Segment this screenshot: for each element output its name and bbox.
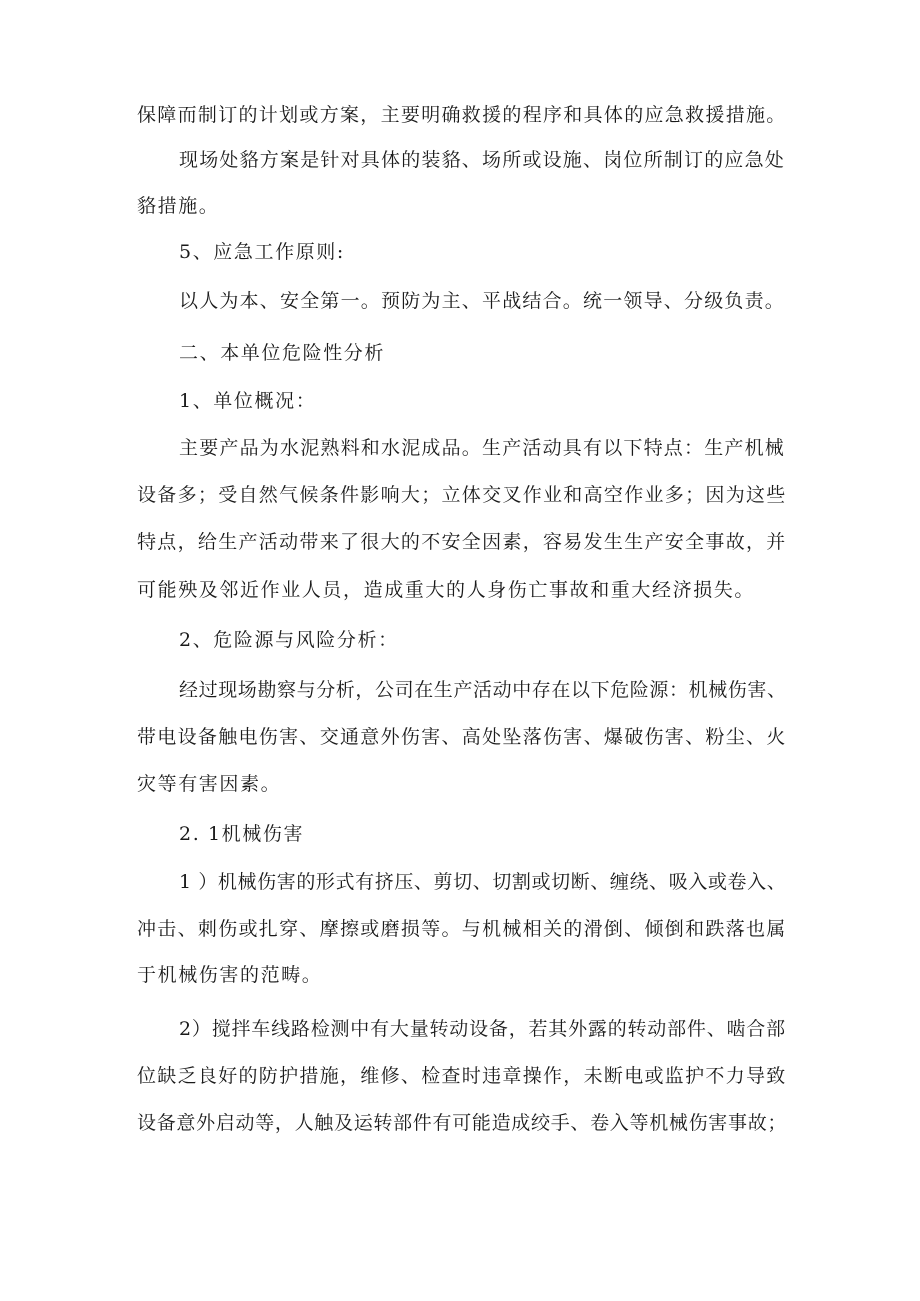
text-line-2: 现场处貉方案是针对具体的装貉、场所或设施、岗位所制订的应急处 bbox=[179, 149, 786, 171]
text-line-14: 带电设备触电伤害、交通意外伤害、高处坠落伤害、爆破伤害、粉尘、火 bbox=[137, 726, 787, 748]
text-line-16: 2. 1机械伤害 bbox=[179, 823, 305, 845]
text-line-7: 1、单位概况： bbox=[179, 390, 317, 412]
text-line-3: 貉措施。 bbox=[137, 195, 220, 217]
text-line-4: 5、应急工作原则: bbox=[179, 241, 345, 263]
text-line-1: 保障而制订的计划或方案，主要明确救援的程序和具体的应急救援措施。 bbox=[137, 104, 787, 126]
text-line-9: 设备多；受自然气候条件影响大；立体交叉作业和高空作业多；因为这些 bbox=[137, 484, 787, 506]
text-line-13: 经过现场勘察与分析，公司在生产活动中存在以下危险源：机械伤害、 bbox=[179, 679, 787, 701]
text-line-10: 特点，给生产活动带来了很大的不安全因素，容易发生生产安全事故，并 bbox=[137, 531, 787, 553]
text-line-12: 2、危险源与风险分析： bbox=[179, 629, 399, 651]
text-line-6: 二、本单位危险性分析 bbox=[179, 342, 386, 364]
text-line-5: 以人为本、安全第一。预防为主、平战结合。统一领导、分级负责。 bbox=[179, 290, 786, 312]
text-line-11: 可能殃及邻近作业人员，造成重大的人身伤亡事故和重大经济损失。 bbox=[137, 579, 756, 601]
text-line-8: 主要产品为水泥熟料和水泥成品。生产活动具有以下特点：生产机械 bbox=[179, 437, 786, 459]
text-line-21: 位缺乏良好的防护措施，维修、检查时违章操作，未断电或监护不力导致 bbox=[137, 1065, 787, 1087]
text-line-19: 于机械伤害的范畴。 bbox=[137, 964, 323, 986]
text-line-15: 灾等有害因素。 bbox=[137, 773, 282, 795]
text-line-20: 2）搅拌车线路检测中有大量转动设备，若其外露的转动部件、啮合部 bbox=[179, 1018, 786, 1040]
text-line-18: 冲击、刺伤或扎穿、摩擦或磨损等。与机械相关的滑倒、倾倒和跌落也属 bbox=[137, 918, 787, 940]
text-line-22: 设备意外启动等，人触及运转部件有可能造成绞手、卷入等机械伤害事故； bbox=[137, 1112, 788, 1134]
text-line-17: 1 ）机械伤害的形式有挤压、剪切、切割或切断、缠绕、吸入或卷入、 bbox=[179, 871, 787, 893]
